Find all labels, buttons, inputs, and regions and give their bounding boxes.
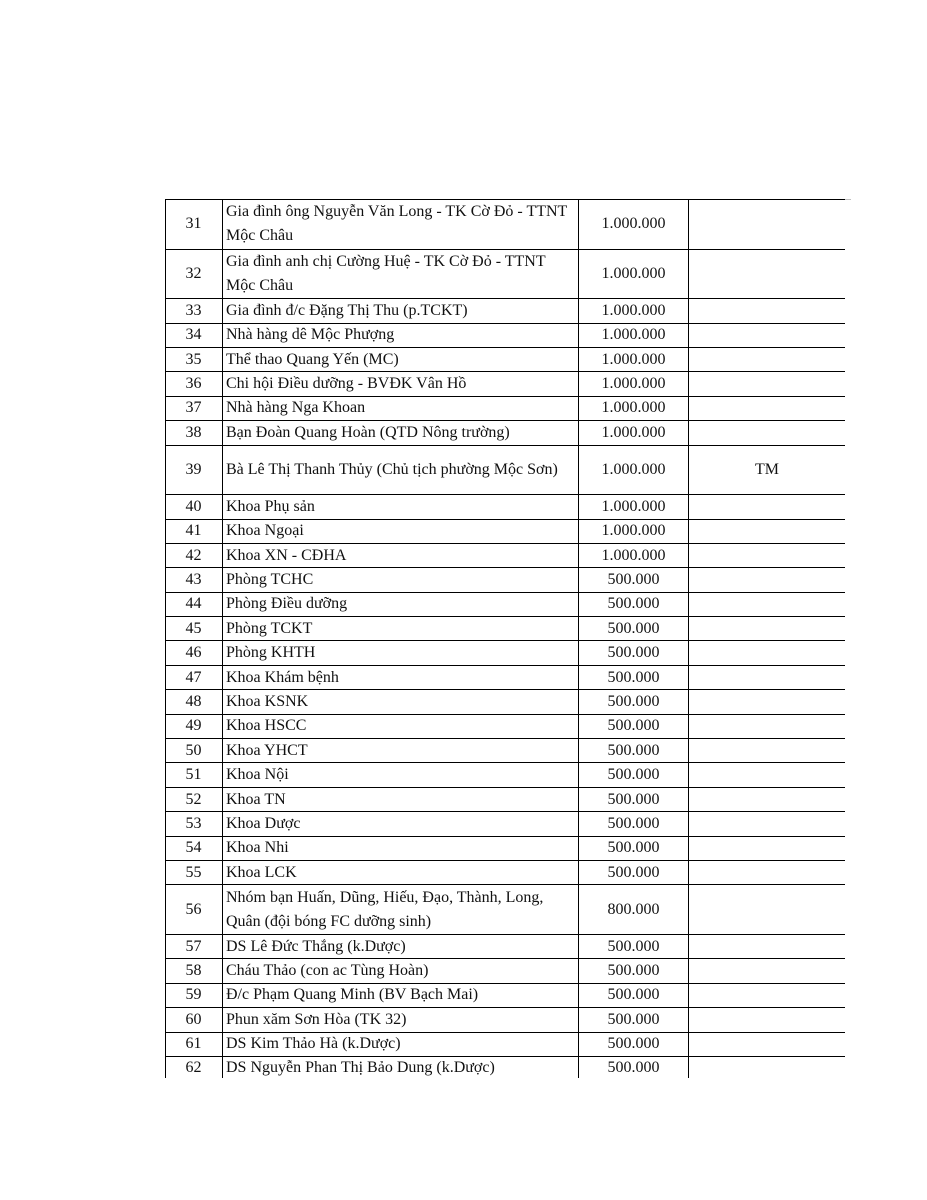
note-cell — [689, 396, 846, 420]
amount-cell: 800.000 — [579, 885, 689, 935]
note-cell — [689, 249, 846, 299]
row-number-cell: 49 — [166, 714, 223, 738]
donor-name-cell: Nhà hàng dê Mộc Phượng — [223, 323, 579, 347]
row-number-cell: 61 — [166, 1032, 223, 1056]
donation-table-viewport — [165, 199, 845, 1078]
row-number-cell: 32 — [166, 249, 223, 299]
donor-name-cell: Cháu Thảo (con ac Tùng Hoàn) — [223, 959, 579, 983]
donor-name-cell: Khoa LCK — [223, 860, 579, 884]
table-row — [166, 885, 846, 935]
table-row — [166, 617, 846, 641]
note-cell — [689, 787, 846, 811]
note-cell — [689, 421, 846, 445]
donor-name-cell: Gia đình đ/c Đặng Thị Thu (p.TCKT) — [223, 299, 579, 323]
row-number-cell: 48 — [166, 690, 223, 714]
row-number-cell: 59 — [166, 983, 223, 1007]
row-number-cell: 62 — [166, 1056, 223, 1078]
note-cell — [689, 617, 846, 641]
amount-cell: 1.000.000 — [579, 519, 689, 543]
note-cell — [689, 885, 846, 935]
amount-cell: 500.000 — [579, 763, 689, 787]
row-number-cell: 47 — [166, 665, 223, 689]
row-number-cell: 55 — [166, 860, 223, 884]
table-row — [166, 1008, 846, 1032]
row-number-cell: 52 — [166, 787, 223, 811]
amount-cell: 500.000 — [579, 1008, 689, 1032]
amount-cell: 1.000.000 — [579, 445, 689, 495]
table-row — [166, 959, 846, 983]
donor-name-cell: Khoa XN - CĐHA — [223, 543, 579, 567]
table-row — [166, 495, 846, 519]
donor-name-cell: Khoa YHCT — [223, 739, 579, 763]
donor-name-cell: Phòng TCKT — [223, 617, 579, 641]
donor-name-cell: Phòng KHTH — [223, 641, 579, 665]
amount-cell: 500.000 — [579, 568, 689, 592]
table-row — [166, 934, 846, 958]
amount-cell: 1.000.000 — [579, 543, 689, 567]
amount-cell: 1.000.000 — [579, 396, 689, 420]
amount-cell: 1.000.000 — [579, 200, 689, 250]
table-row — [166, 1032, 846, 1056]
donation-table-body — [166, 200, 846, 1079]
table-row — [166, 641, 846, 665]
donor-name-cell: Bạn Đoàn Quang Hoàn (QTD Nông trường) — [223, 421, 579, 445]
note-cell — [689, 690, 846, 714]
donor-name-cell: DS Nguyễn Phan Thị Bảo Dung (k.Dược) — [223, 1056, 579, 1078]
note-cell — [689, 836, 846, 860]
amount-cell: 1.000.000 — [579, 299, 689, 323]
note-cell — [689, 299, 846, 323]
donor-name-cell: Khoa TN — [223, 787, 579, 811]
amount-cell: 1.000.000 — [579, 421, 689, 445]
table-row — [166, 860, 846, 884]
donor-name-cell: Khoa KSNK — [223, 690, 579, 714]
row-number-cell: 57 — [166, 934, 223, 958]
table-row — [166, 347, 846, 371]
amount-cell: 500.000 — [579, 617, 689, 641]
note-cell — [689, 543, 846, 567]
table-row — [166, 299, 846, 323]
table-row — [166, 543, 846, 567]
donor-name-cell: Nhà hàng Nga Khoan — [223, 396, 579, 420]
note-cell: TM — [689, 445, 846, 495]
donation-table — [165, 199, 845, 1078]
row-number-cell: 40 — [166, 495, 223, 519]
amount-cell: 500.000 — [579, 860, 689, 884]
donor-name-cell: Thể thao Quang Yến (MC) — [223, 347, 579, 371]
table-row — [166, 665, 846, 689]
note-cell — [689, 641, 846, 665]
note-cell — [689, 714, 846, 738]
donor-name-cell: Phun xăm Sơn Hòa (TK 32) — [223, 1008, 579, 1032]
donor-name-cell: Khoa Phụ sản — [223, 495, 579, 519]
note-cell — [689, 739, 846, 763]
table-row — [166, 568, 846, 592]
donor-name-cell: DS Lê Đức Thắng (k.Dược) — [223, 934, 579, 958]
note-cell — [689, 1056, 846, 1078]
amount-cell: 500.000 — [579, 812, 689, 836]
row-number-cell: 42 — [166, 543, 223, 567]
row-number-cell: 31 — [166, 200, 223, 250]
row-number-cell: 54 — [166, 836, 223, 860]
donor-name-cell: Chi hội Điều dưỡng - BVĐK Vân Hồ — [223, 372, 579, 396]
table-row — [166, 739, 846, 763]
note-cell — [689, 860, 846, 884]
table-row — [166, 812, 846, 836]
row-number-cell: 53 — [166, 812, 223, 836]
note-cell — [689, 934, 846, 958]
donor-name-cell: Khoa Khám bệnh — [223, 665, 579, 689]
table-row — [166, 421, 846, 445]
row-number-cell: 51 — [166, 763, 223, 787]
row-number-cell: 36 — [166, 372, 223, 396]
amount-cell: 500.000 — [579, 739, 689, 763]
note-cell — [689, 372, 846, 396]
row-number-cell: 44 — [166, 592, 223, 616]
table-row — [166, 714, 846, 738]
row-number-cell: 37 — [166, 396, 223, 420]
note-cell — [689, 347, 846, 371]
row-number-cell: 38 — [166, 421, 223, 445]
amount-cell: 500.000 — [579, 836, 689, 860]
amount-cell: 500.000 — [579, 787, 689, 811]
table-row — [166, 690, 846, 714]
donor-name-cell: Gia đình anh chị Cường Huệ - TK Cờ Đỏ - TTNT Mộc Châu — [223, 249, 579, 299]
donor-name-cell: Bà Lê Thị Thanh Thủy (Chủ tịch phường Mộc Sơn) — [223, 445, 579, 495]
amount-cell: 1.000.000 — [579, 372, 689, 396]
note-cell — [689, 665, 846, 689]
donor-name-cell: Khoa Ngoại — [223, 519, 579, 543]
table-row — [166, 396, 846, 420]
note-cell — [689, 592, 846, 616]
note-cell — [689, 983, 846, 1007]
row-number-cell: 34 — [166, 323, 223, 347]
amount-cell: 500.000 — [579, 959, 689, 983]
row-number-cell: 58 — [166, 959, 223, 983]
amount-cell: 500.000 — [579, 1032, 689, 1056]
row-number-cell: 35 — [166, 347, 223, 371]
amount-cell: 500.000 — [579, 1056, 689, 1078]
note-cell — [689, 763, 846, 787]
row-number-cell: 33 — [166, 299, 223, 323]
table-row — [166, 763, 846, 787]
table-row — [166, 519, 846, 543]
note-cell — [689, 495, 846, 519]
row-number-cell: 39 — [166, 445, 223, 495]
table-row — [166, 1056, 846, 1078]
table-row — [166, 592, 846, 616]
amount-cell: 500.000 — [579, 934, 689, 958]
row-number-cell: 46 — [166, 641, 223, 665]
donor-name-cell: Nhóm bạn Huấn, Dũng, Hiếu, Đạo, Thành, Long, Quân (đội bóng FC dưỡng sinh) — [223, 885, 579, 935]
table-row — [166, 200, 846, 250]
amount-cell: 1.000.000 — [579, 495, 689, 519]
note-cell — [689, 812, 846, 836]
donor-name-cell: Phòng Điều dưỡng — [223, 592, 579, 616]
row-number-cell: 41 — [166, 519, 223, 543]
row-number-cell: 43 — [166, 568, 223, 592]
note-cell — [689, 1032, 846, 1056]
note-cell — [689, 568, 846, 592]
row-number-cell: 45 — [166, 617, 223, 641]
table-row — [166, 323, 846, 347]
donor-name-cell: Khoa Dược — [223, 812, 579, 836]
amount-cell: 500.000 — [579, 983, 689, 1007]
table-row — [166, 372, 846, 396]
row-number-cell: 60 — [166, 1008, 223, 1032]
note-cell — [689, 200, 846, 250]
donor-name-cell: Khoa HSCC — [223, 714, 579, 738]
table-row — [166, 983, 846, 1007]
table-row — [166, 445, 846, 495]
amount-cell: 1.000.000 — [579, 347, 689, 371]
amount-cell: 500.000 — [579, 641, 689, 665]
note-cell — [689, 323, 846, 347]
row-number-cell: 50 — [166, 739, 223, 763]
amount-cell: 1.000.000 — [579, 249, 689, 299]
amount-cell: 500.000 — [579, 714, 689, 738]
donor-name-cell: Đ/c Phạm Quang Minh (BV Bạch Mai) — [223, 983, 579, 1007]
table-row — [166, 787, 846, 811]
donor-name-cell: Khoa Nhi — [223, 836, 579, 860]
donor-name-cell: DS Kim Thảo Hà (k.Dược) — [223, 1032, 579, 1056]
donor-name-cell: Khoa Nội — [223, 763, 579, 787]
row-number-cell: 56 — [166, 885, 223, 935]
table-row — [166, 836, 846, 860]
amount-cell: 500.000 — [579, 665, 689, 689]
amount-cell: 500.000 — [579, 592, 689, 616]
amount-cell: 500.000 — [579, 690, 689, 714]
note-cell — [689, 519, 846, 543]
donor-name-cell: Phòng TCHC — [223, 568, 579, 592]
note-cell — [689, 1008, 846, 1032]
table-row — [166, 249, 846, 299]
note-cell — [689, 959, 846, 983]
donor-name-cell: Gia đình ông Nguyễn Văn Long - TK Cờ Đỏ - TTNT Mộc Châu — [223, 200, 579, 250]
amount-cell: 1.000.000 — [579, 323, 689, 347]
